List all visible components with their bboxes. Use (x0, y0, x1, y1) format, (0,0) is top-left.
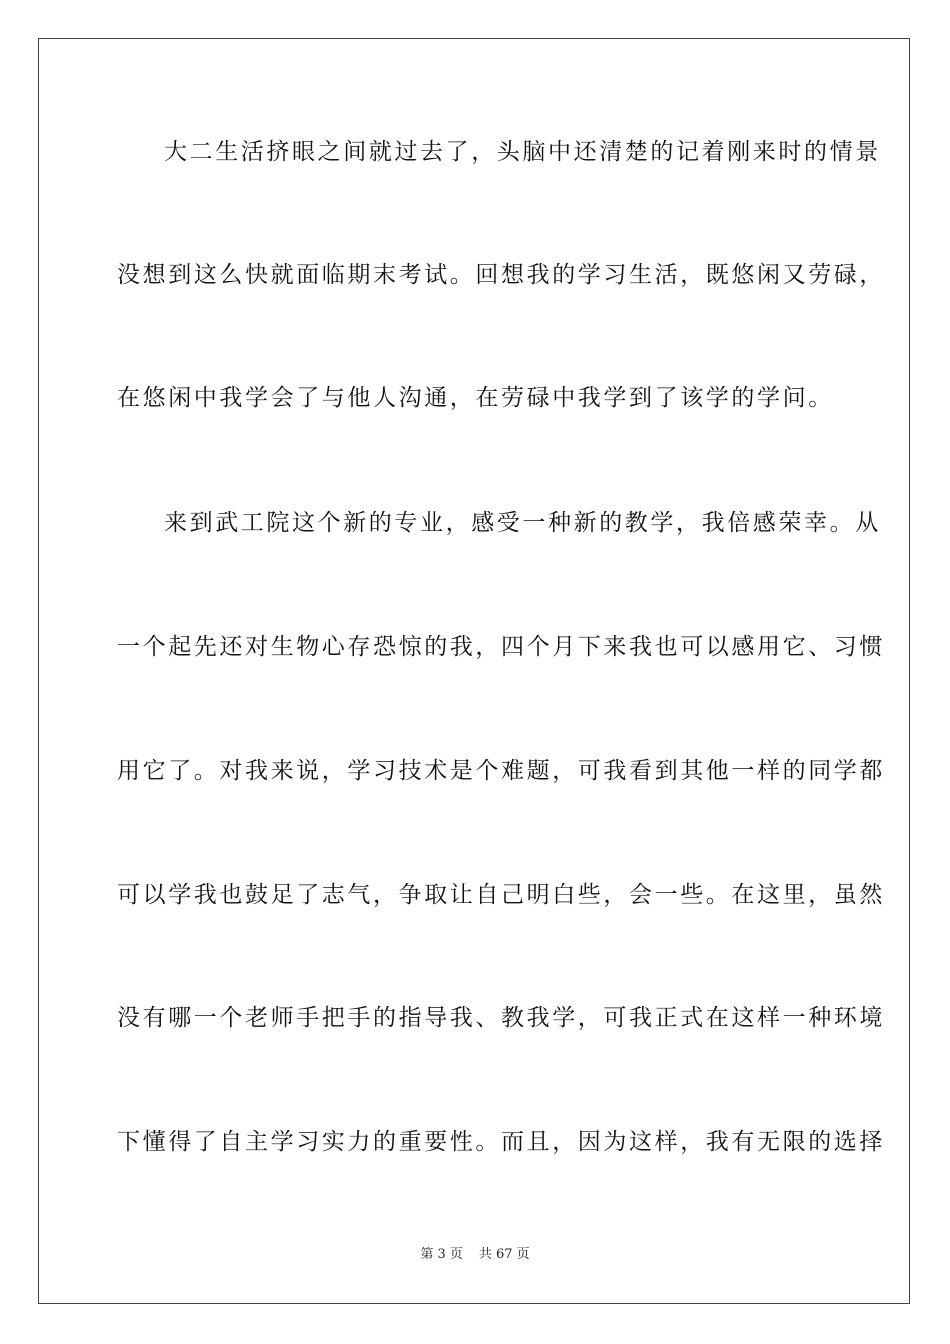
text-line: 在悠闲中我学会了与他人沟通，在劳碌中我学到了该学的学问。 (117, 385, 834, 411)
text-line: 大二生活挤眼之间就过去了，头脑中还清楚的记着刚来时的情景 (164, 139, 881, 165)
page-footer (0, 1246, 950, 1264)
text-line: 来到武工院这个新的专业，感受一种新的教学，我倍感荣幸。从 (164, 510, 881, 536)
text-line: 下懂得了自主学习实力的重要性。而且，因为这样，我有无限的选择 (117, 1129, 885, 1155)
text-line: 没想到这么快就面临期末考试。回想我的学习生活，既悠闲又劳碌， (117, 262, 885, 288)
page-number: 第 3 页 (420, 1247, 463, 1262)
text-line: 一个起先还对生物心存恐惊的我，四个月下来我也可以感用它、习惯 (117, 634, 885, 660)
text-line: 用它了。对我来说，学习技术是个难题，可我看到其他一样的同学都 (117, 758, 885, 784)
total-pages: 共 67 页 (478, 1247, 530, 1262)
text-line: 可以学我也鼓足了志气，争取让自己明白些，会一些。在这里，虽然 (117, 882, 885, 908)
text-line: 没有哪一个老师手把手的指导我、教我学，可我正式在这样一种环境 (117, 1005, 885, 1031)
page-border (38, 38, 910, 1304)
